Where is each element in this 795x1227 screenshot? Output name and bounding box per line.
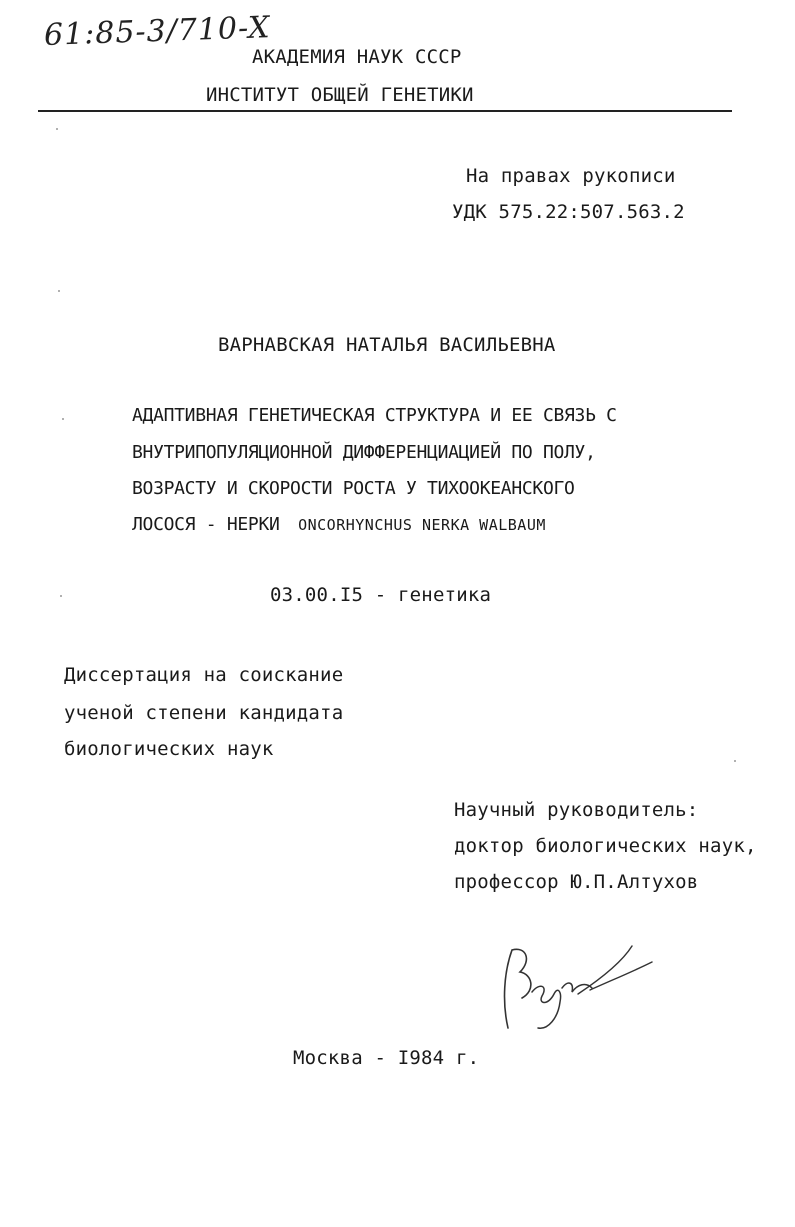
supervisor-label: Научный руководитель: [454, 799, 699, 821]
title-line-3: ВОЗРАСТУ И СКОРОСТИ РОСТА У ТИХООКЕАНСКОГО [132, 478, 575, 499]
org-line-2: ИНСТИТУТ ОБЩЕЙ ГЕНЕТИКИ [206, 84, 474, 106]
scan-speck [58, 290, 60, 292]
title-line-4 [132, 514, 546, 535]
title-line-1: АДАПТИВНАЯ ГЕНЕТИЧЕСКАЯ СТРУКТУРА И ЕЕ СВЯЗЬ С [132, 405, 617, 426]
supervisor-name: профессор Ю.П.Алтухов [454, 871, 699, 893]
dissertation-line-2: ученой степени кандидата [64, 702, 344, 724]
dissertation-line-3: биологических наук [64, 738, 274, 760]
archive-handwritten-code: 61:85-3/710-X [43, 10, 272, 53]
title-species-russian: ЛОСОСЯ - НЕРКИ [132, 514, 280, 535]
scan-speck [62, 418, 64, 420]
handwritten-signature [482, 932, 662, 1042]
manuscript-rights: На правах рукописи [466, 165, 676, 187]
header-rule [38, 110, 732, 112]
specialty-code: 03.00.I5 - генетика [270, 584, 492, 606]
dissertation-line-1: Диссертация на соискание [64, 664, 344, 686]
scan-speck [60, 595, 62, 597]
supervisor-degree: доктор биологических наук, [454, 835, 757, 857]
udk-code: УДК 575.22:507.563.2 [452, 201, 685, 223]
org-line-1: АКАДЕМИЯ НАУК СССР [252, 46, 462, 68]
scan-speck [56, 128, 58, 130]
scan-speck [734, 760, 736, 762]
place-and-year: Москва - I984 г. [293, 1047, 480, 1069]
title-line-2: ВНУТРИПОПУЛЯЦИОННОЙ ДИФФЕРЕНЦИАЦИЕЙ ПО ПОЛУ, [132, 442, 596, 463]
author-name: ВАРНАВСКАЯ НАТАЛЬЯ ВАСИЛЬЕВНА [218, 334, 556, 356]
title-species-latin: ONCORHYNCHUS NERKA WALBAUM [298, 516, 546, 534]
